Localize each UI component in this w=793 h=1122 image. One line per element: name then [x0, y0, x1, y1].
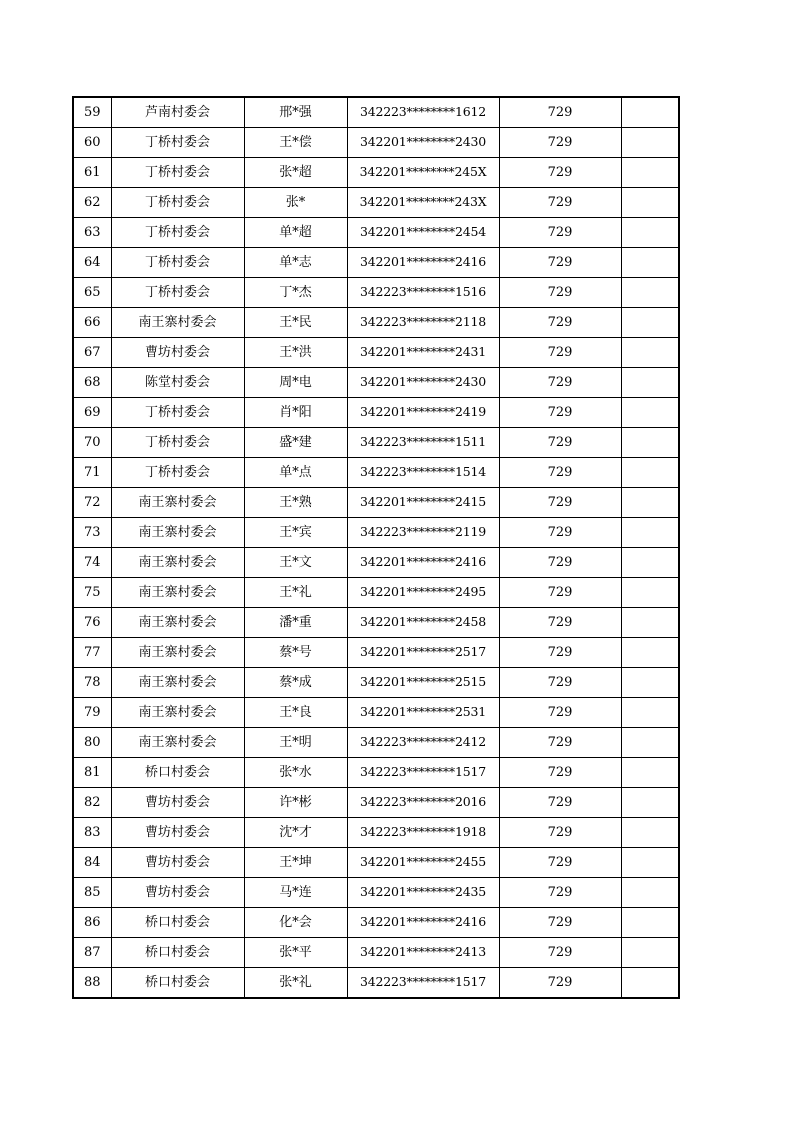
cell-id-number: 342201********2416 — [347, 548, 499, 578]
cell-village: 曹坊村委会 — [111, 788, 244, 818]
cell-village: 丁桥村委会 — [111, 428, 244, 458]
table-row — [73, 968, 679, 999]
cell-village: 桥口村委会 — [111, 938, 244, 968]
cell-number: 64 — [73, 248, 111, 278]
cell-note — [621, 788, 679, 818]
cell-village: 南王寨村委会 — [111, 308, 244, 338]
cell-note — [621, 608, 679, 638]
cell-note — [621, 128, 679, 158]
cell-note — [621, 368, 679, 398]
cell-amount: 729 — [499, 338, 621, 368]
cell-id-number: 342223********1918 — [347, 818, 499, 848]
table-row — [73, 818, 679, 848]
cell-id-number: 342223********1517 — [347, 968, 499, 999]
cell-name: 肖*阳 — [244, 398, 347, 428]
table-row — [73, 758, 679, 788]
cell-name: 单*志 — [244, 248, 347, 278]
cell-number: 67 — [73, 338, 111, 368]
cell-name: 王*熟 — [244, 488, 347, 518]
cell-number: 88 — [73, 968, 111, 999]
cell-id-number: 342201********2454 — [347, 218, 499, 248]
cell-name: 王*坤 — [244, 848, 347, 878]
table-row — [73, 428, 679, 458]
cell-village: 丁桥村委会 — [111, 398, 244, 428]
cell-note — [621, 728, 679, 758]
cell-id-number: 342223********2119 — [347, 518, 499, 548]
cell-note — [621, 188, 679, 218]
table-row — [73, 788, 679, 818]
cell-village: 陈堂村委会 — [111, 368, 244, 398]
table-row — [73, 908, 679, 938]
cell-name: 单*超 — [244, 218, 347, 248]
cell-id-number: 342201********2416 — [347, 908, 499, 938]
cell-amount: 729 — [499, 638, 621, 668]
cell-village: 丁桥村委会 — [111, 218, 244, 248]
cell-amount: 729 — [499, 548, 621, 578]
table-row — [73, 938, 679, 968]
cell-amount: 729 — [499, 578, 621, 608]
cell-village: 曹坊村委会 — [111, 878, 244, 908]
cell-id-number: 342223********1517 — [347, 758, 499, 788]
cell-note — [621, 848, 679, 878]
cell-note — [621, 758, 679, 788]
cell-name: 盛*建 — [244, 428, 347, 458]
cell-village: 南王寨村委会 — [111, 488, 244, 518]
table-row — [73, 578, 679, 608]
cell-number: 70 — [73, 428, 111, 458]
cell-amount: 729 — [499, 818, 621, 848]
cell-name: 邢*强 — [244, 97, 347, 128]
cell-note — [621, 968, 679, 999]
roster-table — [72, 96, 680, 999]
cell-id-number: 342201********243X — [347, 188, 499, 218]
cell-note — [621, 248, 679, 278]
cell-id-number: 342201********2458 — [347, 608, 499, 638]
cell-amount: 729 — [499, 968, 621, 999]
cell-number: 73 — [73, 518, 111, 548]
cell-name: 张*平 — [244, 938, 347, 968]
cell-name: 王*文 — [244, 548, 347, 578]
cell-village: 南王寨村委会 — [111, 668, 244, 698]
table-row — [73, 188, 679, 218]
cell-name: 王*明 — [244, 728, 347, 758]
cell-amount: 729 — [499, 788, 621, 818]
cell-number: 83 — [73, 818, 111, 848]
cell-number: 68 — [73, 368, 111, 398]
cell-id-number: 342223********2118 — [347, 308, 499, 338]
cell-village: 南王寨村委会 — [111, 638, 244, 668]
cell-village: 丁桥村委会 — [111, 248, 244, 278]
cell-note — [621, 488, 679, 518]
table-row — [73, 728, 679, 758]
cell-number: 74 — [73, 548, 111, 578]
cell-note — [621, 398, 679, 428]
cell-amount: 729 — [499, 278, 621, 308]
cell-village: 桥口村委会 — [111, 908, 244, 938]
cell-village: 桥口村委会 — [111, 968, 244, 999]
cell-amount: 729 — [499, 728, 621, 758]
cell-note — [621, 938, 679, 968]
cell-amount: 729 — [499, 97, 621, 128]
cell-number: 85 — [73, 878, 111, 908]
table-row — [73, 488, 679, 518]
cell-id-number: 342201********2515 — [347, 668, 499, 698]
cell-id-number: 342223********1514 — [347, 458, 499, 488]
cell-id-number: 342201********2416 — [347, 248, 499, 278]
cell-name: 潘*重 — [244, 608, 347, 638]
cell-id-number: 342223********2016 — [347, 788, 499, 818]
cell-village: 丁桥村委会 — [111, 158, 244, 188]
table-row — [73, 97, 679, 128]
cell-id-number: 342201********2430 — [347, 368, 499, 398]
cell-name: 单*点 — [244, 458, 347, 488]
cell-note — [621, 338, 679, 368]
cell-number: 75 — [73, 578, 111, 608]
cell-amount: 729 — [499, 188, 621, 218]
cell-number: 84 — [73, 848, 111, 878]
cell-amount: 729 — [499, 608, 621, 638]
cell-note — [621, 578, 679, 608]
cell-number: 81 — [73, 758, 111, 788]
cell-note — [621, 218, 679, 248]
cell-village: 芦南村委会 — [111, 97, 244, 128]
cell-name: 王*礼 — [244, 578, 347, 608]
table-row — [73, 698, 679, 728]
cell-id-number: 342201********2431 — [347, 338, 499, 368]
cell-number: 60 — [73, 128, 111, 158]
cell-id-number: 342201********2415 — [347, 488, 499, 518]
cell-village: 曹坊村委会 — [111, 848, 244, 878]
table-row — [73, 128, 679, 158]
cell-amount: 729 — [499, 698, 621, 728]
cell-amount: 729 — [499, 938, 621, 968]
cell-amount: 729 — [499, 218, 621, 248]
cell-village: 曹坊村委会 — [111, 338, 244, 368]
cell-amount: 729 — [499, 908, 621, 938]
roster-body — [73, 97, 679, 998]
cell-id-number: 342201********2413 — [347, 938, 499, 968]
cell-note — [621, 548, 679, 578]
cell-note — [621, 518, 679, 548]
cell-note — [621, 668, 679, 698]
cell-village: 丁桥村委会 — [111, 458, 244, 488]
cell-note — [621, 818, 679, 848]
table-row — [73, 158, 679, 188]
cell-number: 62 — [73, 188, 111, 218]
cell-amount: 729 — [499, 488, 621, 518]
cell-note — [621, 97, 679, 128]
table-row — [73, 638, 679, 668]
cell-name: 许*彬 — [244, 788, 347, 818]
cell-note — [621, 878, 679, 908]
cell-note — [621, 638, 679, 668]
cell-name: 王*洪 — [244, 338, 347, 368]
table-row — [73, 278, 679, 308]
cell-amount: 729 — [499, 128, 621, 158]
cell-name: 马*连 — [244, 878, 347, 908]
cell-id-number: 342223********1612 — [347, 97, 499, 128]
cell-amount: 729 — [499, 668, 621, 698]
cell-number: 77 — [73, 638, 111, 668]
cell-number: 80 — [73, 728, 111, 758]
cell-number: 63 — [73, 218, 111, 248]
cell-village: 南王寨村委会 — [111, 548, 244, 578]
cell-amount: 729 — [499, 158, 621, 188]
cell-village: 丁桥村委会 — [111, 128, 244, 158]
cell-name: 王*良 — [244, 698, 347, 728]
table-row — [73, 668, 679, 698]
cell-amount: 729 — [499, 878, 621, 908]
cell-name: 王*民 — [244, 308, 347, 338]
cell-village: 丁桥村委会 — [111, 278, 244, 308]
cell-id-number: 342201********2517 — [347, 638, 499, 668]
cell-name: 张*水 — [244, 758, 347, 788]
cell-name: 王*偿 — [244, 128, 347, 158]
cell-number: 79 — [73, 698, 111, 728]
cell-number: 82 — [73, 788, 111, 818]
cell-number: 61 — [73, 158, 111, 188]
table-row — [73, 608, 679, 638]
cell-name: 化*会 — [244, 908, 347, 938]
cell-note — [621, 428, 679, 458]
cell-name: 王*宾 — [244, 518, 347, 548]
cell-number: 66 — [73, 308, 111, 338]
cell-amount: 729 — [499, 428, 621, 458]
cell-village: 南王寨村委会 — [111, 518, 244, 548]
cell-number: 87 — [73, 938, 111, 968]
cell-village: 桥口村委会 — [111, 758, 244, 788]
cell-note — [621, 908, 679, 938]
table-row — [73, 308, 679, 338]
cell-note — [621, 308, 679, 338]
cell-id-number: 342201********2430 — [347, 128, 499, 158]
cell-id-number: 342223********1516 — [347, 278, 499, 308]
cell-id-number: 342201********2531 — [347, 698, 499, 728]
cell-amount: 729 — [499, 308, 621, 338]
cell-village: 丁桥村委会 — [111, 188, 244, 218]
cell-number: 72 — [73, 488, 111, 518]
cell-note — [621, 458, 679, 488]
cell-id-number: 342201********2495 — [347, 578, 499, 608]
cell-amount: 729 — [499, 518, 621, 548]
cell-amount: 729 — [499, 368, 621, 398]
cell-number: 76 — [73, 608, 111, 638]
cell-amount: 729 — [499, 458, 621, 488]
cell-name: 蔡*号 — [244, 638, 347, 668]
cell-village: 曹坊村委会 — [111, 818, 244, 848]
table-row — [73, 248, 679, 278]
cell-id-number: 342201********2435 — [347, 878, 499, 908]
cell-village: 南王寨村委会 — [111, 698, 244, 728]
cell-village: 南王寨村委会 — [111, 728, 244, 758]
table-row — [73, 548, 679, 578]
table-row — [73, 518, 679, 548]
cell-note — [621, 158, 679, 188]
table-row — [73, 878, 679, 908]
table-row — [73, 458, 679, 488]
cell-amount: 729 — [499, 848, 621, 878]
cell-number: 71 — [73, 458, 111, 488]
cell-name: 沈*才 — [244, 818, 347, 848]
cell-number: 59 — [73, 97, 111, 128]
cell-name: 蔡*成 — [244, 668, 347, 698]
cell-name: 张*超 — [244, 158, 347, 188]
cell-id-number: 342201********2455 — [347, 848, 499, 878]
cell-note — [621, 278, 679, 308]
cell-village: 南王寨村委会 — [111, 578, 244, 608]
table-row — [73, 338, 679, 368]
cell-name: 张*礼 — [244, 968, 347, 999]
cell-amount: 729 — [499, 758, 621, 788]
cell-number: 86 — [73, 908, 111, 938]
cell-number: 78 — [73, 668, 111, 698]
cell-name: 周*电 — [244, 368, 347, 398]
table-row — [73, 368, 679, 398]
cell-number: 69 — [73, 398, 111, 428]
table-row — [73, 848, 679, 878]
cell-id-number: 342223********1511 — [347, 428, 499, 458]
cell-id-number: 342201********245X — [347, 158, 499, 188]
cell-id-number: 342223********2412 — [347, 728, 499, 758]
cell-name: 张* — [244, 188, 347, 218]
table-row — [73, 398, 679, 428]
cell-note — [621, 698, 679, 728]
cell-name: 丁*杰 — [244, 278, 347, 308]
cell-number: 65 — [73, 278, 111, 308]
cell-amount: 729 — [499, 248, 621, 278]
table-row — [73, 218, 679, 248]
cell-id-number: 342201********2419 — [347, 398, 499, 428]
cell-amount: 729 — [499, 398, 621, 428]
cell-village: 南王寨村委会 — [111, 608, 244, 638]
